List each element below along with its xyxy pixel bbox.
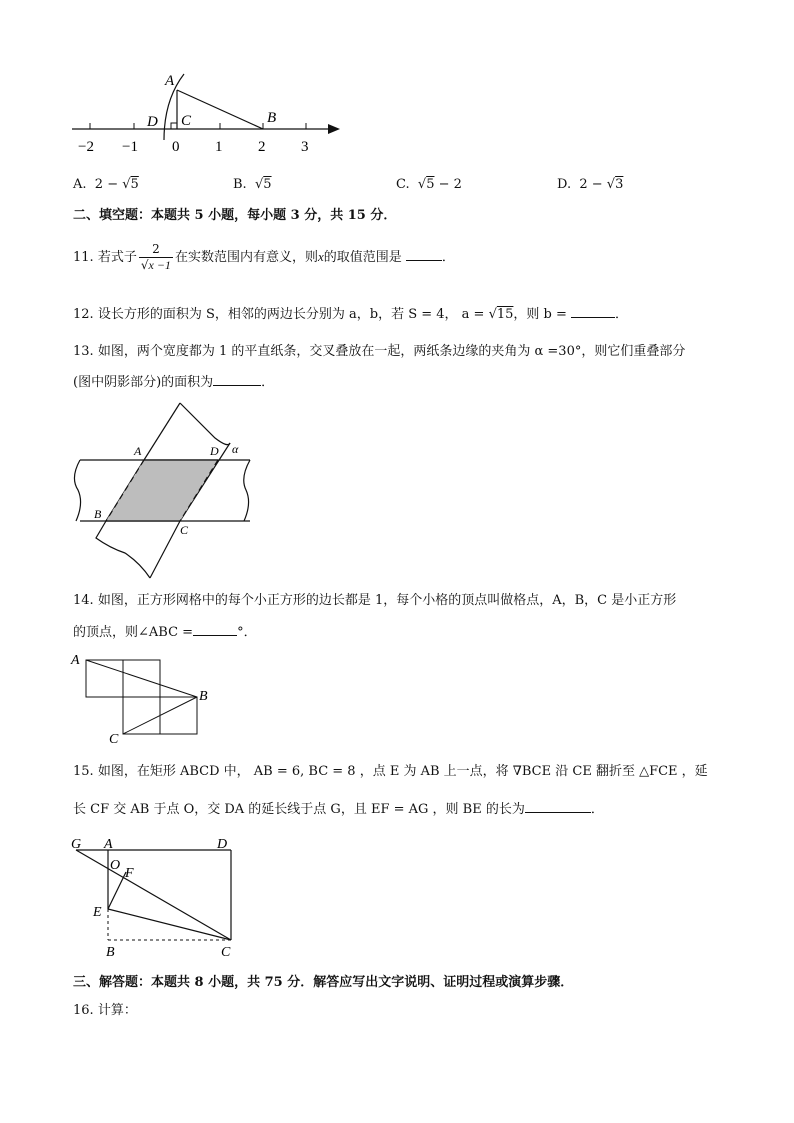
- tick-label: 0: [172, 139, 180, 155]
- question-14-line-2: [73, 623, 257, 642]
- radicand: 15: [496, 307, 514, 322]
- question-16: [73, 1002, 137, 1020]
- question-number: 13.: [73, 344, 94, 359]
- point-label-c: C: [180, 523, 189, 537]
- question-13-line-1: [73, 343, 685, 361]
- point-label-c: C: [181, 113, 192, 129]
- question-text: (图中阴影部分)的面积为: [73, 375, 214, 390]
- section-heading-fill-in: 二、填空题：本题共 5 小题，每小题 3 分，共 15 分．: [73, 208, 397, 223]
- question-number: 15.: [73, 764, 94, 779]
- point-label-c: C: [109, 732, 119, 747]
- question-14-line-1: [73, 592, 676, 610]
- point-label-o: O: [110, 858, 121, 873]
- fraction: [139, 242, 173, 273]
- option-a-value: 2 −: [94, 177, 123, 192]
- sqrt-symbol: √: [417, 177, 427, 192]
- question-number: 16.: [73, 1003, 94, 1018]
- sqrt-symbol: √: [488, 307, 497, 322]
- fraction-numerator: 2: [139, 242, 173, 258]
- paper-strips-figure: [70, 398, 260, 583]
- question-11: [73, 242, 455, 273]
- rectangle-fold-figure: [68, 832, 248, 962]
- answer-blank[interactable]: [193, 623, 237, 636]
- grid-figure: [68, 648, 228, 748]
- number-line-figure: [60, 60, 360, 160]
- option-a: [73, 176, 139, 194]
- radicand: x −1: [148, 258, 171, 272]
- option-c: [396, 176, 462, 194]
- tick-label: 1: [215, 139, 223, 155]
- question-number: 14.: [73, 593, 94, 608]
- option-a-label: A.: [73, 177, 87, 192]
- point-label-a: A: [104, 837, 113, 852]
- question-text: 设长方形的面积为 S，相邻的两边长分别为 a，b，若 S = 4， a =: [97, 307, 489, 322]
- option-d-radicand: 3: [615, 177, 624, 192]
- question-15-line-1: [73, 763, 708, 781]
- question-12: [73, 305, 628, 324]
- option-b-label: B.: [233, 177, 247, 192]
- point-label-g: G: [71, 837, 82, 852]
- option-c-value: − 2: [434, 177, 462, 192]
- question-text: 在实数范围内有意义，则: [174, 250, 318, 265]
- sqrt-symbol: √: [122, 177, 131, 192]
- question-text: ．: [615, 307, 629, 322]
- question-text: 的顶点，则∠ABC =: [73, 625, 194, 640]
- answer-blank[interactable]: [406, 248, 442, 261]
- answer-blank[interactable]: [213, 373, 261, 386]
- question-text: 如图，两个宽度都为 1 的平直纸条，交叉叠放在一起，两纸条边缘的夹角为 α =30°，则它们重叠部分: [97, 344, 686, 359]
- option-c-label: C.: [396, 177, 410, 192]
- point-label-f: F: [125, 866, 134, 881]
- tick-label: 2: [258, 139, 266, 155]
- question-text: ．: [441, 250, 455, 265]
- point-label-d: D: [147, 114, 158, 130]
- point-label-e: E: [93, 905, 102, 920]
- option-a-radicand: 5: [130, 177, 139, 192]
- answer-blank[interactable]: [571, 305, 615, 318]
- point-label-b: B: [199, 689, 208, 704]
- tick-label: −2: [78, 139, 94, 155]
- option-c-radicand: 5: [426, 177, 435, 192]
- point-label-a: A: [134, 444, 142, 458]
- question-text: 长 CF 交 AB 于点 O，交 DA 的延长线于点 G，且 EF = AG ，则 BE 的长为: [73, 802, 525, 817]
- point-label-b: B: [267, 110, 277, 126]
- sqrt-symbol: √: [606, 177, 616, 192]
- fraction-denominator: √x −1: [140, 258, 171, 272]
- option-b: [233, 176, 272, 194]
- question-text: 如图，在矩形 ABCD 中， AB = 6, BC = 8 ，点 E 为 AB 上一点，将 ∇BCE 沿 CE 翻折至 △FCE ，延: [97, 764, 708, 779]
- question-text: ，则 b =: [513, 307, 572, 322]
- option-d: [557, 176, 623, 194]
- question-text: 如图，正方形网格中的每个小正方形的边长都是 1，每个小格的顶点叫做格点，A，B，C 是小正方形: [97, 593, 677, 608]
- question-text: 的取值范围是: [323, 250, 402, 265]
- point-label-b: B: [94, 507, 102, 521]
- question-text: ．: [590, 802, 604, 817]
- option-b-radicand: 5: [263, 177, 272, 192]
- option-d-label: D.: [557, 177, 572, 192]
- point-label-d: D: [217, 837, 228, 852]
- question-text: °．: [237, 625, 257, 640]
- point-label-b: B: [106, 945, 115, 960]
- point-label-a: A: [71, 653, 80, 668]
- answer-blank[interactable]: [525, 800, 591, 813]
- sqrt-symbol: √: [254, 177, 264, 192]
- question-text: ．: [261, 375, 275, 390]
- point-label-a: A: [165, 73, 175, 89]
- angle-label-alpha: α: [232, 442, 239, 456]
- question-13-line-2: [73, 373, 274, 392]
- tick-label: −1: [122, 139, 138, 155]
- section-heading-solutions: 三、解答题：本题共 8 小题，共 75 分．解答应写出文字说明、证明过程或演算步骤．: [73, 975, 574, 990]
- question-number: 11.: [73, 250, 94, 265]
- option-d-value: 2 −: [579, 177, 607, 192]
- question-15-line-2: [73, 800, 604, 819]
- question-text: 若式子: [97, 250, 137, 265]
- point-label-d: D: [210, 444, 219, 458]
- question-text: 计算：: [97, 1003, 137, 1018]
- question-number: 12.: [73, 307, 94, 322]
- tick-label: 3: [301, 139, 309, 155]
- variable: x: [317, 249, 324, 264]
- point-label-c: C: [221, 945, 231, 960]
